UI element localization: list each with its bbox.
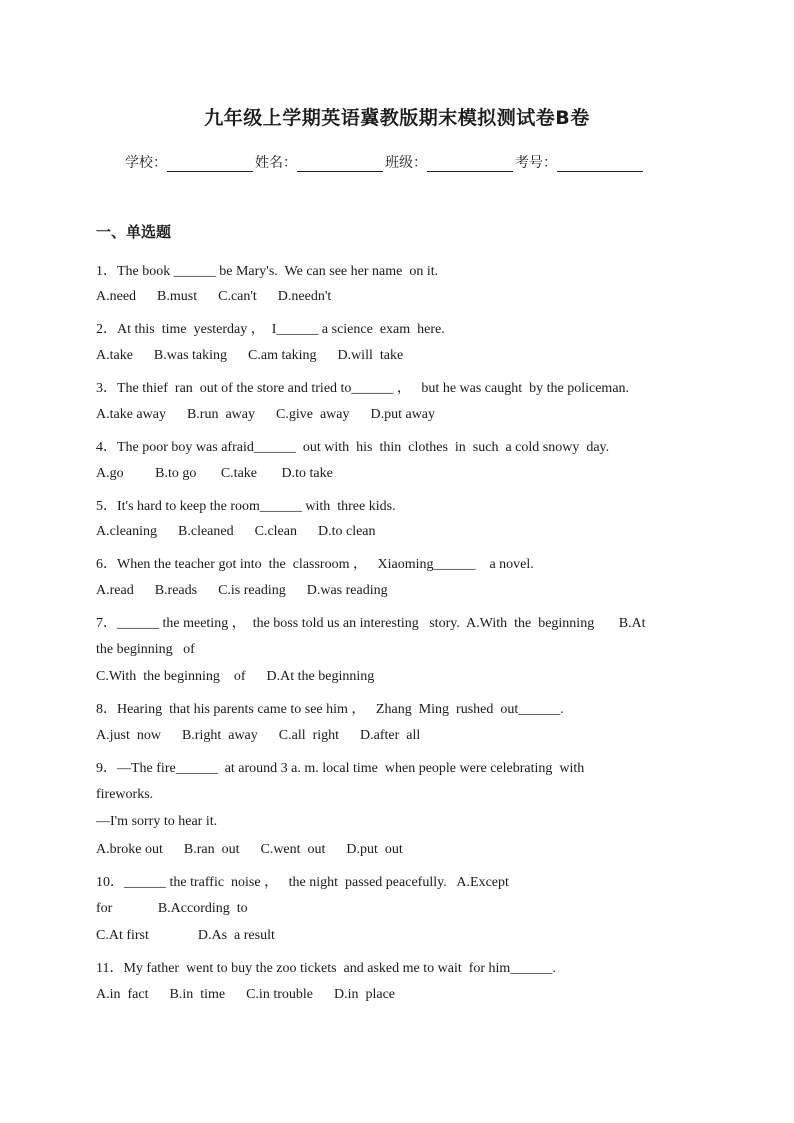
- question-line: 10．______ the traffic noise ， the night passed peacefully. A.Except: [96, 875, 509, 890]
- section-heading: 一、单选题: [96, 223, 172, 241]
- options-line: for B.According to: [96, 901, 248, 916]
- question-line: 6．When the teacher got into the classroom ， Xiaoming______ a novel.: [96, 557, 534, 572]
- options-line: A.in fact B.in time C.in trouble D.in place: [96, 987, 396, 1002]
- options-line: C.At first D.As a result: [96, 928, 275, 943]
- class-blank: [427, 157, 513, 172]
- question-line: 3．The thief ran out of the store and tried to______ ， but he was caught by the policeman.: [96, 381, 630, 396]
- question-line-continued: the beginning of: [96, 642, 195, 657]
- options-line: A.need B.must C.can't D.needn't: [96, 289, 332, 304]
- exam-number-label: 考号：: [515, 155, 557, 171]
- page-title: 九年级上学期英语冀教版期末模拟测试卷B卷: [204, 107, 590, 129]
- class-label: 班级：: [385, 155, 427, 171]
- options-line: A.go B.to go C.take D.to take: [96, 466, 333, 481]
- question-line: 11．My father went to buy the zoo tickets and asked me to wait for him______.: [96, 961, 556, 976]
- name-blank: [297, 157, 383, 172]
- question-line: 7．______ the meeting ， the boss told us an interesting story. A.With the beginning B.At: [96, 616, 646, 631]
- options-line: A.broke out B.ran out C.went out D.put out: [96, 842, 403, 857]
- options-line: A.cleaning B.cleaned C.clean D.to clean: [96, 524, 376, 539]
- exam-number-blank: [557, 157, 643, 172]
- options-line: A.read B.reads C.is reading D.was reading: [96, 583, 388, 598]
- question-line: 9．—The fire______ at around 3 a. m. local time when people were celebrating with: [96, 761, 585, 776]
- question-line: 8．Hearing that his parents came to see him ， Zhang Ming rushed out______.: [96, 702, 564, 717]
- options-line: A.take B.was taking C.am taking D.will take: [96, 348, 404, 363]
- question-line: 1．The book ______ be Mary's. We can see her name on it.: [96, 264, 439, 279]
- options-line: A.just now B.right away C.all right D.after all: [96, 728, 421, 743]
- question-line-continued: fireworks.: [96, 787, 154, 802]
- school-label: 学校：: [125, 155, 167, 171]
- question-line: 4．The poor boy was afraid______ out with his thin clothes in such a cold snowy day.: [96, 440, 610, 455]
- options-line: C.With the beginning of D.At the beginning: [96, 669, 375, 684]
- dialogue-line: —I'm sorry to hear it.: [96, 814, 218, 829]
- options-line: A.take away B.run away C.give away D.put away: [96, 407, 436, 422]
- student-info-row: [125, 152, 645, 172]
- name-label: 姓名：: [255, 155, 297, 171]
- question-line: 5．It's hard to keep the room______ with three kids.: [96, 499, 396, 514]
- question-line: 2．At this time yesterday ， I______ a science exam here.: [96, 322, 445, 337]
- school-blank: [167, 157, 253, 172]
